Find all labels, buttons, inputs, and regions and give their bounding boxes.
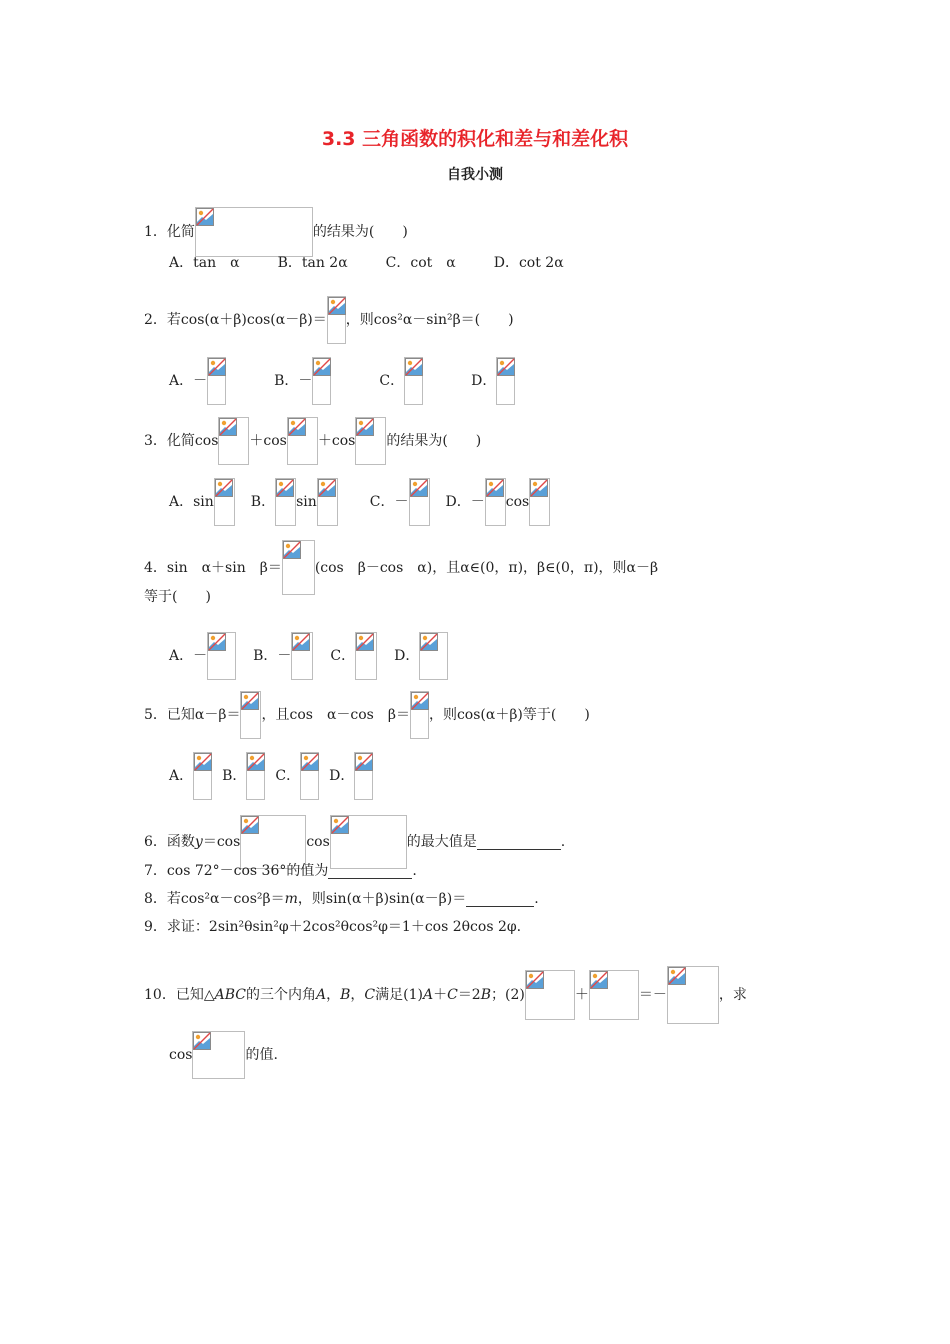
broken-image-icon [193,1032,211,1050]
formula-image [193,752,212,800]
question-text: sin α＋sin β＝ [166,559,282,576]
formula-image [327,296,346,344]
question-text: cos [306,834,330,850]
variable-a: A [422,987,434,1003]
question-text: ，则sin(α＋β)sin(α－β)＝ [297,891,467,907]
question-text: 函数 [166,834,195,850]
question-text: ＋cos [249,433,287,449]
broken-image-icon [247,753,265,771]
broken-image-icon [355,753,373,771]
option-a: A．sin [169,494,214,510]
question-number: 3． [144,433,167,449]
option-d-text: cos [505,494,530,510]
option-a: A．tan α [169,255,240,271]
formula-image [246,752,265,800]
question-text: ， [326,987,341,1003]
formula-image [355,417,386,465]
option-b: B．－ [253,648,292,664]
question-2-options [169,357,515,405]
option-d: D． [329,768,355,784]
option-c: C． [379,373,405,389]
broken-image-icon [301,753,319,771]
question-4-options [169,632,448,680]
question-10 [144,966,747,1024]
broken-image-icon [331,816,349,834]
formula-image [404,357,423,405]
formula-image [410,691,429,739]
question-10-continued [169,1031,278,1079]
broken-image-icon [411,692,429,710]
broken-image-icon [420,633,438,651]
broken-image-icon [194,753,212,771]
question-number: 4． [144,559,167,576]
question-text: ，求 [718,987,747,1003]
question-1-options [169,253,564,273]
variable-b: B [340,987,351,1003]
option-d: D． [471,373,497,389]
question-4-continued [144,587,211,607]
question-8 [144,889,539,909]
formula-image [419,632,448,680]
question-3-options [169,478,550,526]
broken-image-icon [313,358,331,376]
broken-image-icon [356,633,374,651]
broken-image-icon [530,479,548,497]
question-text: 等于( ) [144,589,211,605]
formula-image [317,478,338,526]
question-text: 满足(1) [375,987,423,1003]
question-text: 的结果为( ) [312,224,408,240]
broken-image-icon [668,967,686,985]
formula-image [496,357,515,405]
variable-abc: ABC [214,987,246,1003]
question-text: 的三个内角 [245,987,316,1003]
formula-image [218,417,249,465]
option-c: C． [330,648,356,664]
question-text: 已知△ [175,987,215,1003]
question-7 [144,861,417,881]
question-1 [144,207,408,257]
question-text: (cos β－cos α)，且α∈(0，π)，β∈(0，π)，则α－β [314,559,659,576]
option-d: D． [394,648,420,664]
option-a: A． [169,768,194,784]
question-text: cos 72°－cos 36°的值为 [166,863,329,879]
broken-image-icon [219,418,237,436]
question-text: ，则cos(α＋β)等于( ) [428,707,590,723]
question-text: ，且cos α－cos β＝ [261,707,410,723]
question-text: 化简cos [166,433,219,449]
broken-image-icon [410,479,428,497]
answer-blank [477,835,561,850]
formula-image [282,540,315,595]
question-text: ＋ [433,987,448,1003]
answer-blank [328,864,412,879]
broken-image-icon [318,479,336,497]
question-number: 6． [144,834,167,850]
question-text: ；(2) [491,987,525,1003]
variable-a: A [315,987,327,1003]
question-text: ＝－ [638,987,667,1003]
formula-image [287,417,318,465]
question-5 [144,691,590,739]
question-text: 若cos(α＋β)cos(α－β)＝ [166,312,327,328]
broken-image-icon [208,633,226,651]
formula-image [192,1031,245,1079]
option-b: B． [222,768,247,784]
question-text: 的值. [245,1047,278,1063]
broken-image-icon [241,816,259,834]
formula-image [195,207,313,257]
formula-image [240,691,261,739]
question-3 [144,417,481,465]
formula-image [525,970,575,1020]
question-text: ＝2 [457,987,481,1003]
question-text: 的结果为( ) [386,433,482,449]
option-c: C． [275,768,301,784]
question-number: 5． [144,707,167,723]
formula-image [207,632,236,680]
question-9 [144,917,521,937]
question-text: 已知α－β＝ [166,707,241,723]
question-text: ＋cos [317,433,356,449]
option-b: B． [250,494,276,510]
variable-b: B [480,987,492,1003]
punctuation: . [412,863,417,879]
punctuation: . [560,834,566,850]
question-number: 1． [144,224,167,240]
broken-image-icon [196,208,214,226]
variable-c: C [364,987,376,1003]
broken-image-icon [486,479,504,497]
question-number: 2． [144,312,167,328]
formula-image [529,478,550,526]
broken-image-icon [276,479,294,497]
question-number: 8． [144,891,167,907]
broken-image-icon [405,358,423,376]
formula-image [589,970,639,1020]
formula-image [485,478,506,526]
section-subtitle: 自我小测 [447,167,503,183]
broken-image-icon [356,418,374,436]
question-text: 求证：2sin²θsin²φ＋2cos²θcos²φ＝1＋cos 2θcos 2φ. [166,919,522,935]
question-number: 9． [144,919,167,935]
formula-image [355,632,377,680]
formula-image [207,357,226,405]
question-text: ＝cos [202,834,241,850]
question-text: 若cos²α－cos²β＝ [166,891,285,907]
formula-image [291,632,313,680]
broken-image-icon [241,692,259,710]
formula-image [409,478,430,526]
formula-image [214,478,235,526]
formula-image [312,357,331,405]
option-d: D．cot 2α [493,255,564,271]
broken-image-icon [328,297,346,315]
broken-image-icon [590,971,608,989]
question-2 [144,296,514,344]
formula-image [275,478,296,526]
variable-c: C [447,987,458,1003]
question-text: ，则cos²α－sin²β＝( ) [345,312,514,328]
question-5-options [169,752,373,800]
broken-image-icon [283,541,301,559]
question-text: cos [169,1047,193,1063]
option-b: B．tan 2α [277,255,348,271]
question-number: 7． [144,863,167,879]
question-text: ， [350,987,365,1003]
question-4 [144,540,658,595]
formula-image [354,752,373,800]
broken-image-icon [497,358,515,376]
question-text: 化简 [166,224,195,240]
formula-image [300,752,319,800]
option-c: C．cot α [385,255,456,271]
question-text: ＋ [574,987,589,1003]
option-b: B．－ [274,373,313,389]
variable-m: m [284,891,298,907]
question-text: 的最大值是 [406,834,477,850]
formula-image [667,966,719,1024]
option-a: A．－ [169,373,208,389]
option-c: C．－ [369,494,409,510]
broken-image-icon [208,358,226,376]
broken-image-icon [526,971,544,989]
punctuation: . [534,891,539,907]
variable-y: y [194,834,203,850]
broken-image-icon [288,418,306,436]
option-d: D．－ [445,494,485,510]
option-a: A．－ [169,648,208,664]
broken-image-icon [292,633,310,651]
question-number: 10． [144,987,176,1003]
option-b-text: sin [296,494,317,510]
answer-blank [466,892,534,907]
broken-image-icon [215,479,233,497]
page-title: 3.3 三角函数的积化和差与和差化积 [321,128,629,150]
